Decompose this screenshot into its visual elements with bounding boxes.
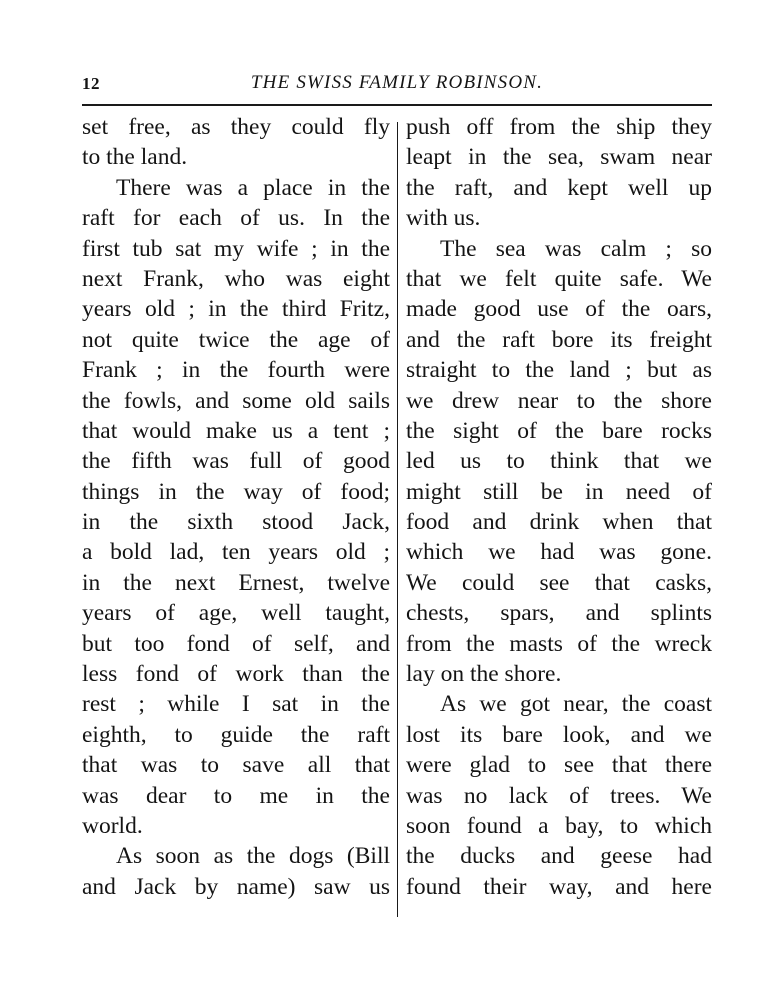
text-line: made good use of the oars, <box>406 296 712 323</box>
text-line: and Jack by name) saw us <box>82 873 390 900</box>
text-line: As soon as the dogs (Bill <box>116 843 390 870</box>
right-text-column <box>406 112 712 902</box>
text-line: eighth, to guide the raft <box>82 721 390 748</box>
text-line: years of age, well taught, <box>82 600 390 627</box>
text-line: in the sixth stood Jack, <box>82 509 390 536</box>
text-line: rest ; while I sat in the <box>82 691 390 718</box>
text-line: was no lack of trees. We <box>406 782 712 809</box>
text-line: raft for each of us. In the <box>82 205 390 232</box>
text-line: not quite twice the age of <box>82 326 390 353</box>
text-line: from the masts of the wreck <box>406 630 712 657</box>
text-line: the ducks and geese had <box>406 843 712 870</box>
text-line: that we felt quite safe. We <box>406 265 712 292</box>
text-line: the fowls, and some old sails <box>82 387 390 414</box>
text-line: found their way, and here <box>406 873 712 900</box>
text-line: might still be in need of <box>406 478 712 505</box>
text-line: lost its bare look, and we <box>406 721 712 748</box>
text-line: less fond of work than the <box>82 661 390 688</box>
text-line: with us. <box>406 205 481 232</box>
text-line: was dear to me in the <box>82 782 390 809</box>
text-line: lay on the shore. <box>406 661 562 688</box>
text-line: years old ; in the third Fritz, <box>82 296 390 323</box>
text-line: push off from the ship they <box>406 114 712 140</box>
column-divider <box>397 122 398 917</box>
left-text-column <box>82 112 390 902</box>
text-line: Frank ; in the fourth were <box>82 357 390 384</box>
text-line: and the raft bore its freight <box>406 326 712 353</box>
text-line: that would make us a tent ; <box>82 417 390 444</box>
text-line: led us to think that we <box>406 448 712 475</box>
text-line: chests, spars, and splints <box>406 600 712 627</box>
text-line: leapt in the sea, swam near <box>406 144 712 171</box>
text-line: the fifth was full of good <box>82 448 390 475</box>
text-line: things in the way of food; <box>82 478 390 505</box>
text-line: soon found a bay, to which <box>406 812 712 839</box>
text-line: world. <box>82 812 143 839</box>
running-header <box>82 68 712 102</box>
text-line: but too fond of self, and <box>82 630 390 657</box>
text-line: in the next Ernest, twelve <box>82 569 390 596</box>
text-line: to the land. <box>82 144 188 171</box>
running-title: THE SWISS FAMILY ROBINSON. <box>250 72 544 93</box>
text-line: As we got near, the coast <box>440 691 712 718</box>
text-line: the raft, and kept well up <box>406 174 712 201</box>
text-line: were glad to see that there <box>406 752 712 779</box>
text-line: we drew near to the shore <box>406 387 712 414</box>
text-line: We could see that casks, <box>406 569 712 596</box>
text-line: There was a place in the <box>116 174 390 201</box>
text-line: straight to the land ; but as <box>406 357 712 384</box>
text-line: The sea was calm ; so <box>440 235 712 262</box>
text-line: first tub sat my wife ; in the <box>82 235 390 262</box>
header-rule <box>82 104 712 106</box>
text-line: set free, as they could fly <box>82 114 390 140</box>
text-line: next Frank, who was eight <box>82 265 390 292</box>
text-line: that was to save all that <box>82 752 390 779</box>
page-number: 12 <box>82 74 100 93</box>
text-line: the sight of the bare rocks <box>406 417 712 444</box>
text-line: which we had was gone. <box>406 539 712 566</box>
text-line: a bold lad, ten years old ; <box>82 539 390 566</box>
text-line: food and drink when that <box>406 509 712 536</box>
